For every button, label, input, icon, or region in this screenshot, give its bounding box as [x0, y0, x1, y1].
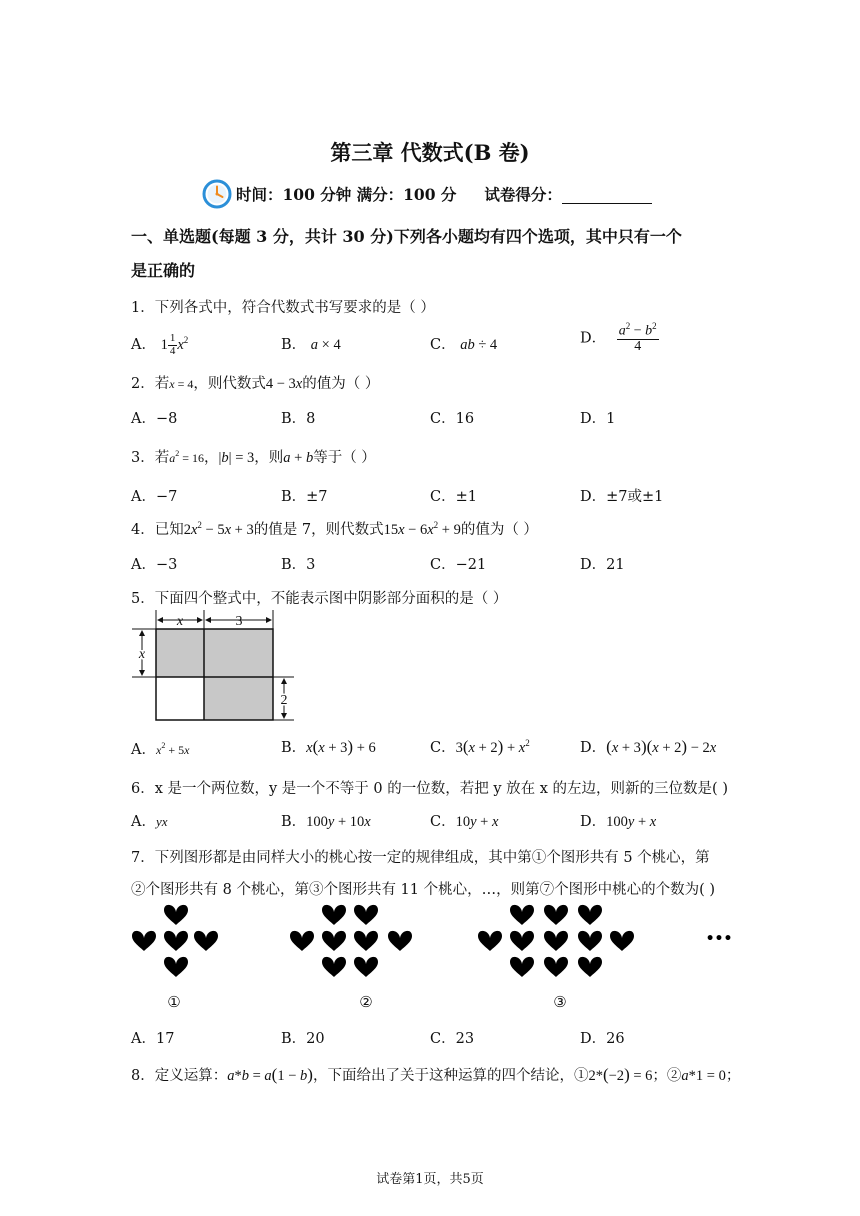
question-7-stem-line1: 7．下列图形都是由同样大小的桃心按一定的规律组成，其中第①个图形共有 5 个桃心，第 [131, 850, 710, 866]
q4-option-d: D．21 [580, 557, 625, 573]
q1-option-b: B． a × 4 [281, 337, 341, 353]
q7-option-b: B．20 [281, 1031, 325, 1047]
shaded-square [156, 629, 204, 677]
figure-label-top-3: 3 [235, 614, 243, 629]
section-heading-line2: 是正确的 [131, 261, 196, 280]
figure-label-1: ① [167, 993, 181, 1011]
hearts-pattern-figure [128, 903, 738, 1013]
question-3-stem: 3．若$a^2 = 16$，|b| = 3，则a + b等于（ ） [131, 449, 376, 466]
q3-option-d: D．±7或±1 [580, 489, 664, 505]
section-heading-line1: 一、单选题(每题 3 分，共计 30 分)下列各小题均有四个选项，其中只有一个 [131, 227, 682, 246]
q6-option-b: B．100y + 10x [281, 814, 371, 830]
q7-option-a: A．17 [131, 1031, 175, 1047]
question-2-stem: 2．若x = 4，则代数式4 − 3x的值为（ ） [131, 376, 380, 392]
heart-figure-1 [132, 905, 218, 977]
q2-option-d: D．1 [580, 411, 616, 427]
q2-option-b: B．8 [281, 411, 316, 427]
heart-figure-3 [478, 905, 634, 977]
q5-option-a: A．$x^2 + 5x$ [131, 741, 190, 758]
q3-option-a: A．−7 [131, 489, 178, 505]
question-8-stem: 8．定义运算：a*b = a(1 − b)，下面给出了关于这种运算的四个结论，①2*(−2) = 6；②a*1 = 0； [131, 1065, 741, 1084]
score-blank [562, 185, 652, 204]
shaded-rectangle-figure [128, 610, 298, 725]
q1-option-a: A． 1 $\frac{1}{4}$ $x^2$ [131, 332, 189, 357]
exam-info-line [202, 179, 652, 209]
clock-icon [202, 179, 232, 209]
page-footer: 试卷第1页，共5页 [376, 1172, 484, 1187]
q4-option-b: B．3 [281, 557, 316, 573]
time-score-text: 时间：100 分钟 满分：100 分 [236, 185, 457, 204]
q6-option-c: C．10y + x [430, 814, 499, 830]
page-title: 第三章 代数式(B 卷) [330, 140, 530, 165]
q7-option-c: C．23 [430, 1031, 475, 1047]
q3-option-b: B．±7 [281, 489, 328, 505]
q6-option-d: D．100y + x [580, 814, 657, 830]
heart-figure-2 [290, 905, 412, 977]
figure-label-right-2: 2 [280, 693, 288, 708]
q4-option-a: A．−3 [131, 557, 178, 573]
q6-option-a: A．yx [131, 814, 168, 830]
shaded-bottom-right [204, 677, 273, 720]
heart-ellipsis: ••• [705, 931, 733, 947]
q5-option-d: D．(x + 3)(x + 2) − 2x [580, 737, 717, 756]
exam-score-label: 试卷得分： [484, 185, 562, 204]
question-6-stem: 6．x 是一个两位数，y 是一个不等于 0 的一位数，若把 y 放在 x 的左边，则新的三位数是( ) [131, 781, 728, 797]
figure-label-3: ③ [553, 993, 567, 1011]
question-1-stem: 1．下列各式中，符合代数式书写要求的是（ ） [131, 300, 435, 316]
q5-option-c: C．$3(x + 2) + x^2$ [430, 737, 530, 756]
q2-option-a: A．−8 [131, 411, 178, 427]
figure-label-left-x: x [138, 647, 146, 662]
shaded-top-right [204, 629, 273, 677]
question-4-stem: 4．已知$2x^2 - 5x + 3$的值是 7，则代数式$15x - 6x^2 + 9$的值为（ ） [131, 520, 538, 538]
figure-label-top-x: x [176, 614, 184, 629]
q1-option-c: C． ab ÷ 4 [430, 337, 498, 353]
q4-option-c: C．−21 [430, 557, 487, 573]
q2-option-c: C．16 [430, 411, 475, 427]
q1-option-d: D． $\frac{a^2 - b^2}{4}$ [580, 321, 657, 355]
figure-label-2: ② [359, 993, 373, 1011]
question-7-stem-line2: ②个图形共有 8 个桃心，第③个图形共有 11 个桃心，…，则第⑦个图形中桃心的个数为( ) [131, 882, 716, 898]
q7-option-d: D．26 [580, 1031, 625, 1047]
q3-option-c: C．±1 [430, 489, 477, 505]
question-5-stem: 5．下面四个整式中，不能表示图中阴影部分面积的是（ ） [131, 591, 508, 607]
q5-option-b: B．x(x + 3) + 6 [281, 737, 376, 756]
